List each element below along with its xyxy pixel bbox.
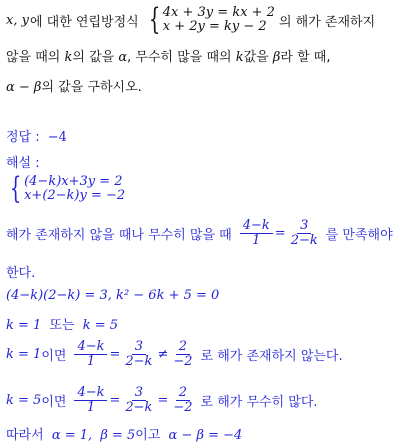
fraction-numerator: 3	[297, 219, 311, 234]
solution-text: 따라서	[6, 428, 44, 443]
fraction-denominator: 1	[86, 353, 96, 369]
problem-line-3	[6, 76, 142, 95]
left-brace: {	[9, 171, 22, 206]
case-lead: k = 5	[6, 392, 42, 408]
equation-1: 4x + 3y = kx + 2	[162, 5, 275, 20]
math-operator: =	[157, 392, 169, 408]
solution-text: 로 해가 무수히 많다.	[200, 394, 318, 410]
math-var: k	[235, 50, 244, 65]
fraction	[74, 386, 107, 415]
equation-2: x + 2y = ky − 2	[162, 19, 267, 34]
fraction-numerator: 3	[132, 340, 146, 355]
problem-text: 의 값을	[72, 50, 115, 65]
solution-text: 한다.	[6, 266, 36, 281]
math-expr: β = 5	[100, 428, 136, 443]
solution-equation-system	[6, 171, 126, 206]
problem-text: 않을 때의	[6, 50, 61, 65]
equation-2: x+(2−k)y = −2	[24, 188, 126, 203]
problem-line-2	[6, 46, 330, 65]
case-lead: k = 1	[6, 346, 42, 362]
solution-text: 이면	[41, 394, 67, 410]
root-1: k = 1	[6, 318, 42, 333]
fraction	[170, 386, 195, 415]
problem-text: 값을	[243, 50, 269, 65]
solution-roots	[6, 314, 118, 333]
solution-condition	[6, 216, 393, 250]
math-operator: ≠	[157, 346, 169, 362]
solution-case-1	[6, 337, 343, 371]
fraction-numerator: 4−k	[240, 219, 273, 234]
root-2: k = 5	[82, 318, 119, 333]
fraction	[240, 219, 273, 248]
math-var: α	[118, 50, 128, 65]
fraction-numerator: 3	[132, 386, 146, 401]
fraction-denominator: 1	[252, 232, 261, 248]
math-operator: =	[109, 346, 121, 362]
fraction	[122, 340, 155, 369]
solution-text: 로 해가 존재하지 않는다.	[200, 348, 343, 364]
problem-text: 의 값을 구하시오.	[41, 80, 142, 95]
solution-text: 를 만족해야	[325, 227, 393, 243]
math-operator: =	[274, 225, 286, 241]
left-brace: {	[148, 2, 160, 37]
fraction-numerator: 4−k	[74, 386, 107, 401]
equation-1: (4−k)x+3y = 2	[24, 174, 123, 189]
problem-text: 에 대한 연립방정식	[29, 14, 139, 30]
answer-value: −4	[47, 130, 67, 145]
fraction-numerator: 4−k	[74, 340, 107, 355]
problem-text: 의 해가 존재하지	[278, 14, 376, 30]
problem-line-1	[6, 4, 375, 36]
fraction-denominator: −2	[173, 399, 193, 415]
problem-text: , 무수히 많을 때의	[127, 50, 232, 65]
fraction-numerator: 2	[176, 386, 190, 401]
problem-text: 라 할 때,	[280, 50, 331, 65]
solution-text: 또는	[49, 318, 75, 333]
solution-equation: (4−k)(2−k) = 3, k² − 6k + 5 = 0	[6, 288, 220, 303]
fraction	[122, 386, 155, 415]
answer-line	[6, 126, 67, 145]
solution-case-2	[6, 383, 318, 417]
fraction-denominator: 2−k	[125, 353, 153, 369]
math-var: β	[272, 50, 281, 65]
fraction	[288, 219, 321, 248]
math-expr: α − β = −4	[168, 428, 243, 443]
fraction-denominator: 1	[86, 399, 96, 415]
fraction-numerator: 2	[176, 340, 190, 355]
math-operator: =	[109, 392, 121, 408]
solution-text: 이고	[135, 428, 161, 443]
solution-text: 이면	[41, 348, 67, 364]
math-expr: α = 1,	[51, 428, 93, 443]
fraction-denominator: −2	[173, 353, 193, 369]
solution-system	[6, 172, 125, 206]
fraction-denominator: 2−k	[125, 399, 153, 415]
fraction	[74, 340, 107, 369]
problem-vars: x, y	[6, 12, 29, 28]
solution-label: 해설 :	[6, 156, 40, 171]
fraction	[170, 340, 195, 369]
answer-label: 정답 :	[6, 130, 40, 145]
solution-text: 해가 존재하지 않을 때나 무수히 많을 때	[6, 227, 232, 243]
math-expr: α − β	[6, 80, 42, 95]
solution-conclusion	[6, 424, 242, 443]
problem-equation-system	[145, 2, 275, 37]
math-var: k	[64, 50, 73, 65]
fraction-denominator: 2−k	[290, 232, 318, 248]
